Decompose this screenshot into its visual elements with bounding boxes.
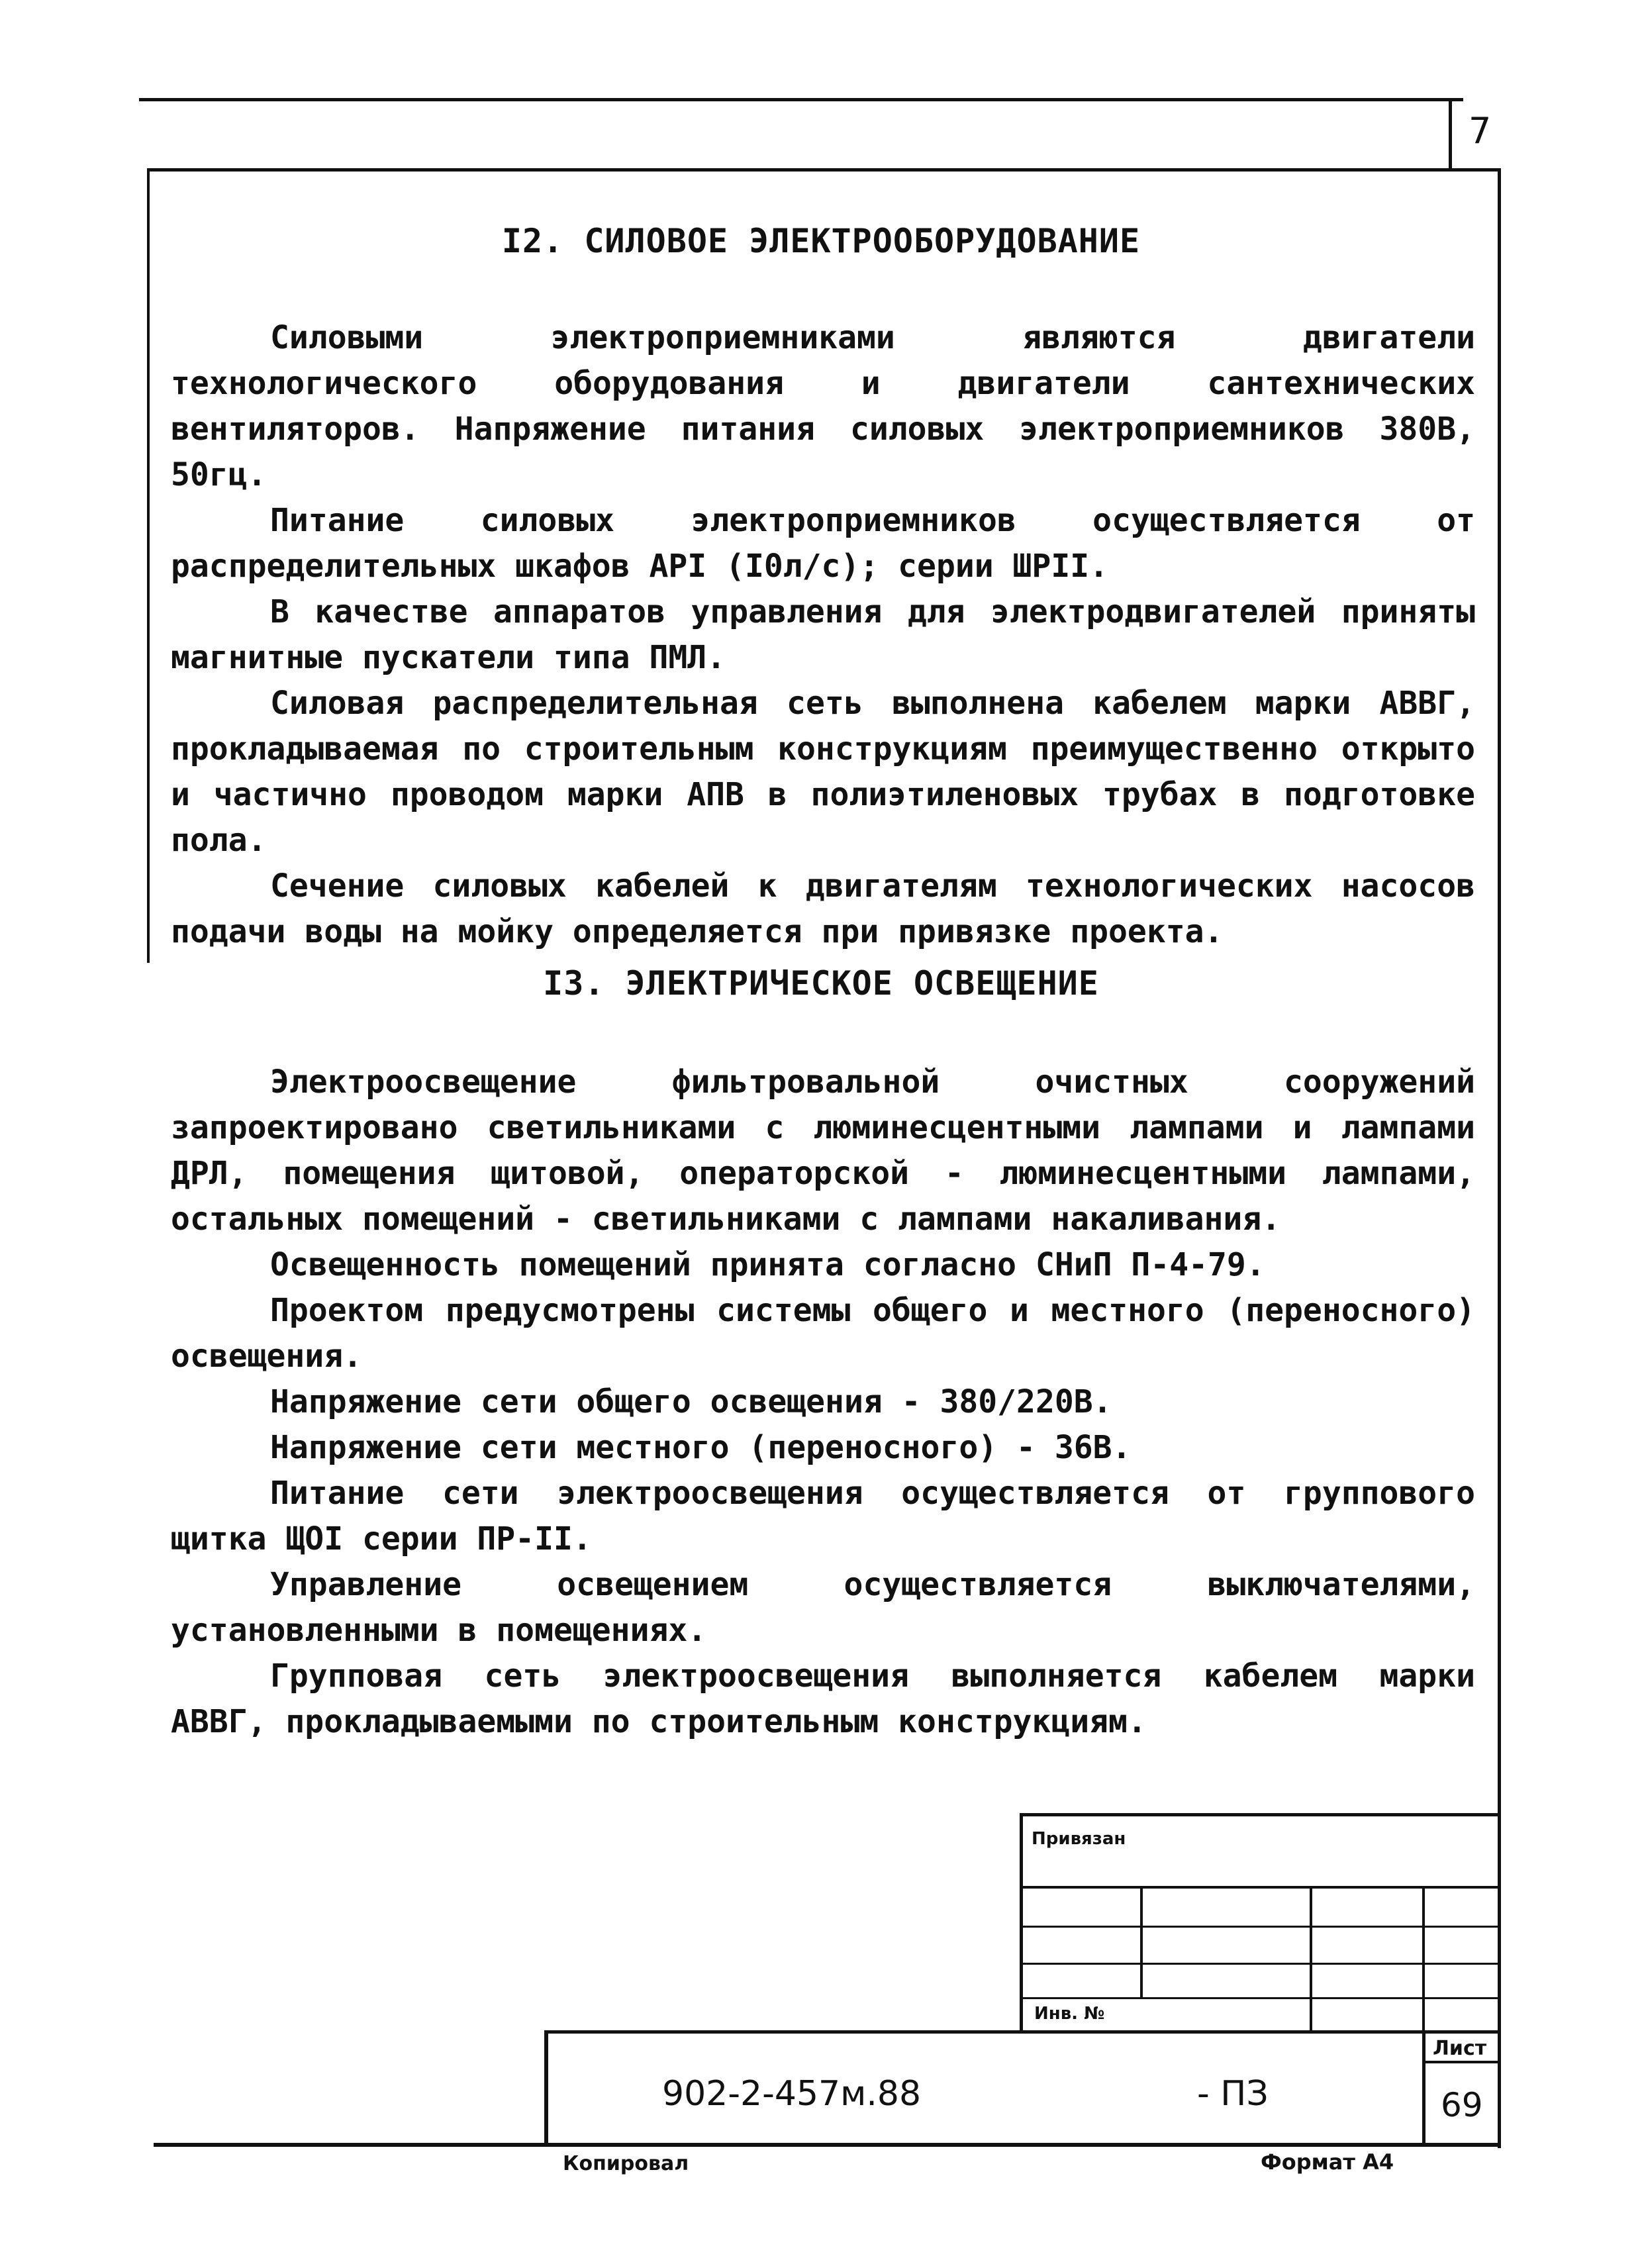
- section12-paragraph: В качестве аппаратов управления для электродвигателей приняты магнитные пускатели типа ПМЛ.: [171, 593, 1475, 676]
- section13-paragraph: Освещенность помещений принята согласно СНиП П-4-79.: [270, 1246, 1265, 1283]
- privyazan-label: Привязан: [1032, 1829, 1126, 1849]
- frame-left-rule: [147, 168, 150, 963]
- document-suffix: - ПЗ: [1197, 2074, 1269, 2114]
- format-label: Формат А4: [1261, 2149, 1394, 2175]
- section12-paragraph: Силовая распределительная сеть выполнена кабелем марки АВВГ, прокладываемая по строительным конструкциям преимущественно открыто и частично проводом марки АПВ в полиэтиленовых трубах в подготовке пола.: [171, 685, 1475, 859]
- section13-paragraph: Напряжение сети местного (переносного) - 36В.: [270, 1429, 1132, 1466]
- stamp-rule: [1020, 1813, 1499, 1816]
- stamp-rule: [544, 2030, 548, 2144]
- bottom-rule: [154, 2143, 1499, 2147]
- top-rule: [139, 98, 1463, 101]
- stamp-rule: [1310, 1886, 1312, 2032]
- frame-right-rule: [1498, 168, 1501, 2148]
- section12-title: I2. СИЛОВОЕ ЭЛЕКТРООБОРУДОВАНИЕ: [501, 222, 1141, 260]
- stamp-rule: [1020, 1997, 1499, 1999]
- stamp-rule: [1422, 2061, 1499, 2063]
- stamp-rule: [1422, 1886, 1425, 2032]
- sheet-label: Лист: [1433, 2037, 1487, 2060]
- section13-paragraph: Групповая сеть электроосвещения выполняется кабелем марки АВВГ, прокладываемыми по строительным конструкциям.: [171, 1657, 1475, 1740]
- document-code: 902-2-457м.88: [662, 2074, 922, 2114]
- section13-paragraph: Питание сети электроосвещения осуществляется от группового щитка ЩОI серии ПР-II.: [171, 1475, 1475, 1557]
- section13-paragraph: Электроосвещение фильтровальной очистных сооружений запроектировано светильниками с люминесцентными лампами и лампами ДРЛ, помещения щитовой, операторской - люминесцентными лампами, остальных помещений - светильниками с лампами накаливания.: [171, 1063, 1475, 1238]
- stamp-rule: [1020, 1886, 1499, 1889]
- section13-paragraph: Проектом предусмотрены системы общего и местного (переносного) освещения.: [171, 1292, 1475, 1375]
- section12-body: [171, 315, 1475, 955]
- stamp-rule: [1020, 1926, 1499, 1928]
- stamp-rule: [1020, 1963, 1499, 1965]
- page-number-top: 7: [1469, 110, 1492, 152]
- page-box-left-rule: [1449, 98, 1452, 171]
- section13-body: [171, 1060, 1475, 1745]
- section13-paragraph: Напряжение сети общего освещения - 380/220В.: [270, 1383, 1112, 1420]
- sheet-number: 69: [1441, 2086, 1483, 2124]
- copied-label: Копировал: [563, 2152, 689, 2175]
- frame-top-rule: [147, 168, 1498, 172]
- stamp-rule: [1422, 2030, 1425, 2144]
- stamp-rule: [1140, 1886, 1143, 1997]
- section13-paragraph: Управление освещением осуществляется выключателями, установленными в помещениях.: [171, 1566, 1475, 1649]
- stamp-rule: [544, 2030, 1499, 2034]
- section12-paragraph: Питание силовых электроприемников осуществляется от распределительных шкафов АРI (I0л/с); серии ШРII.: [171, 502, 1475, 585]
- inv-label: Инв. №: [1034, 2004, 1105, 2024]
- section12-paragraph: Сечение силовых кабелей к двигателям технологических насосов подачи воды на мойку определяется при привязке проекта.: [171, 867, 1475, 950]
- section12-paragraph: Силовыми электроприемниками являются двигатели технологического оборудования и двигатели сантехнических вентиляторов. Напряжение питания силовых электроприемников 380В, 50гц.: [171, 319, 1475, 493]
- section13-title: I3. ЭЛЕКТРИЧЕСКОЕ ОСВЕЩЕНИЕ: [543, 964, 1099, 1003]
